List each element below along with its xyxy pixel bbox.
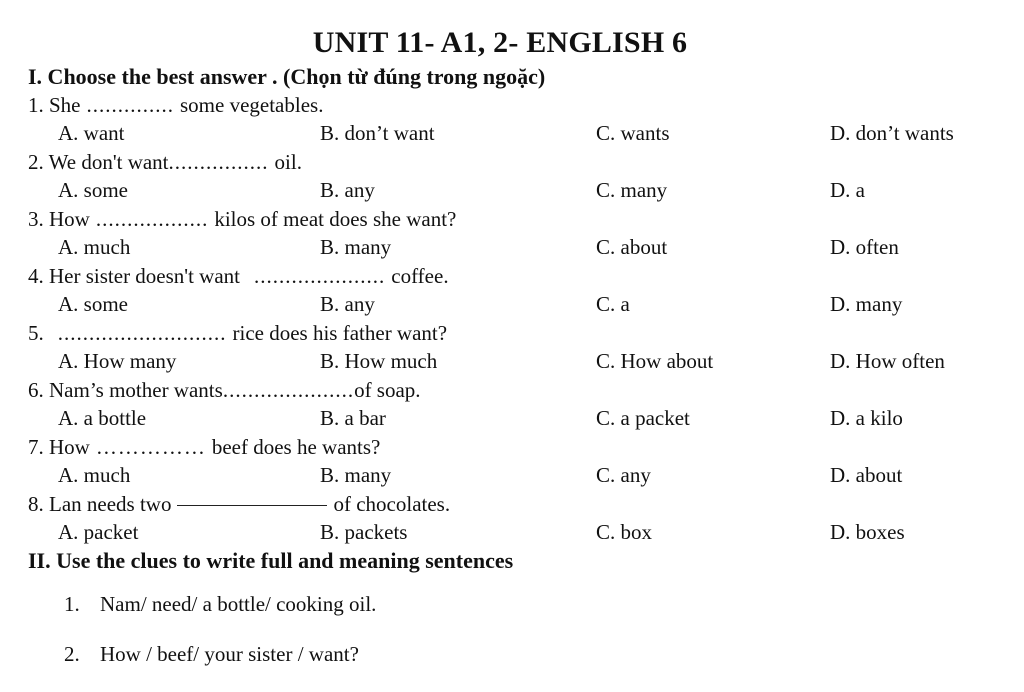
- question-stem-before: 1. She: [28, 93, 81, 117]
- question-4: [28, 263, 1008, 320]
- section-1-heading: I. Choose the best answer . (Chọn từ đúng trong ngoặc): [28, 64, 546, 89]
- option-a: A. much: [58, 235, 131, 259]
- option-a: A. a bottle: [58, 406, 147, 430]
- question-6-text: [28, 377, 421, 403]
- question-stem-before: 4. Her sister doesn't want: [28, 264, 240, 288]
- option-d: D. a: [830, 178, 865, 202]
- option-d: D. many: [830, 292, 903, 316]
- question-3: [28, 206, 1008, 263]
- clue-item: [64, 642, 376, 692]
- answer-gap: ..................: [95, 207, 209, 231]
- option-b: B. any: [320, 292, 375, 316]
- option-a: A. want: [58, 121, 125, 145]
- option-c: C. any: [596, 463, 651, 487]
- option-d: D. don’t wants: [830, 121, 954, 145]
- question-stem-after: oil.: [274, 150, 302, 174]
- question-6: [28, 377, 1008, 434]
- question-stem-before: 2. We don't want: [28, 150, 169, 174]
- option-b: B. don’t want: [320, 121, 435, 145]
- clue-number: 2.: [64, 642, 80, 666]
- question-stem-after: of chocolates.: [333, 492, 451, 516]
- answer-gap: ................: [168, 150, 269, 174]
- option-c: C. How about: [596, 349, 714, 373]
- option-b: B. packets: [320, 520, 408, 544]
- option-a: A. packet: [58, 520, 139, 544]
- question-stem-before: 7. How: [28, 435, 90, 459]
- option-a: A. much: [58, 463, 131, 487]
- clue-item: [64, 592, 376, 642]
- question-3-text: [28, 206, 456, 232]
- question-2: [28, 149, 1008, 206]
- question-5-text: [28, 320, 447, 346]
- option-d: D. boxes: [830, 520, 905, 544]
- option-b: B. many: [320, 463, 392, 487]
- answer-gap-underline: [177, 491, 327, 506]
- option-b: B. many: [320, 235, 392, 259]
- option-a: A. some: [58, 292, 128, 316]
- answer-gap: .....................: [254, 264, 386, 288]
- option-c: C. a packet: [596, 406, 690, 430]
- question-4-text: [28, 263, 449, 289]
- question-7: [28, 434, 1008, 491]
- clue-text: Nam/ need/ a bottle/ cooking oil.: [100, 592, 377, 616]
- answer-gap: ……………: [95, 435, 206, 459]
- option-a: A. How many: [58, 349, 177, 373]
- option-c: C. about: [596, 235, 668, 259]
- question-8-text: [28, 491, 450, 517]
- question-2-text: [28, 149, 302, 175]
- option-b: B. How much: [320, 349, 438, 373]
- option-d: D. about: [830, 463, 903, 487]
- option-c: C. many: [596, 178, 668, 202]
- option-d: D. often: [830, 235, 899, 259]
- question-list: [28, 92, 1008, 548]
- question-1: [28, 92, 1008, 149]
- option-d: D. a kilo: [830, 406, 903, 430]
- question-stem-after: beef does he wants?: [211, 435, 381, 459]
- question-7-text: [28, 434, 380, 460]
- page-title: UNIT 11- A1, 2- ENGLISH 6: [312, 26, 688, 59]
- option-b: B. any: [320, 178, 375, 202]
- answer-gap: .....................: [222, 378, 355, 402]
- clue-text: How / beef/ your sister / want?: [100, 642, 359, 666]
- question-stem-before: 3. How: [28, 207, 90, 231]
- option-b: B. a bar: [320, 406, 386, 430]
- question-5: [28, 320, 1008, 377]
- question-stem-before: 8. Lan needs two: [28, 492, 172, 516]
- option-c: C. a: [596, 292, 630, 316]
- option-c: C. box: [596, 520, 653, 544]
- question-stem-after: kilos of meat does she want?: [214, 207, 457, 231]
- question-stem-after: coffee.: [391, 264, 449, 288]
- option-d: D. How often: [830, 349, 945, 373]
- question-stem-before: 6. Nam’s mother wants: [28, 378, 223, 402]
- question-stem-after: of soap.: [354, 378, 421, 402]
- question-stem-before: 5.: [28, 321, 44, 345]
- clue-number: 1.: [64, 592, 80, 616]
- answer-gap: ..............: [86, 93, 174, 117]
- question-stem-after: rice does his father want?: [232, 321, 448, 345]
- clue-list: [64, 592, 376, 692]
- option-a: A. some: [58, 178, 128, 202]
- question-8: [28, 491, 1008, 548]
- option-c: C. wants: [596, 121, 670, 145]
- question-stem-after: some vegetables.: [180, 93, 324, 117]
- question-1-text: [28, 92, 323, 118]
- answer-gap: ...........................: [57, 321, 227, 345]
- section-2-heading: II. Use the clues to write full and meaning sentences: [28, 548, 514, 573]
